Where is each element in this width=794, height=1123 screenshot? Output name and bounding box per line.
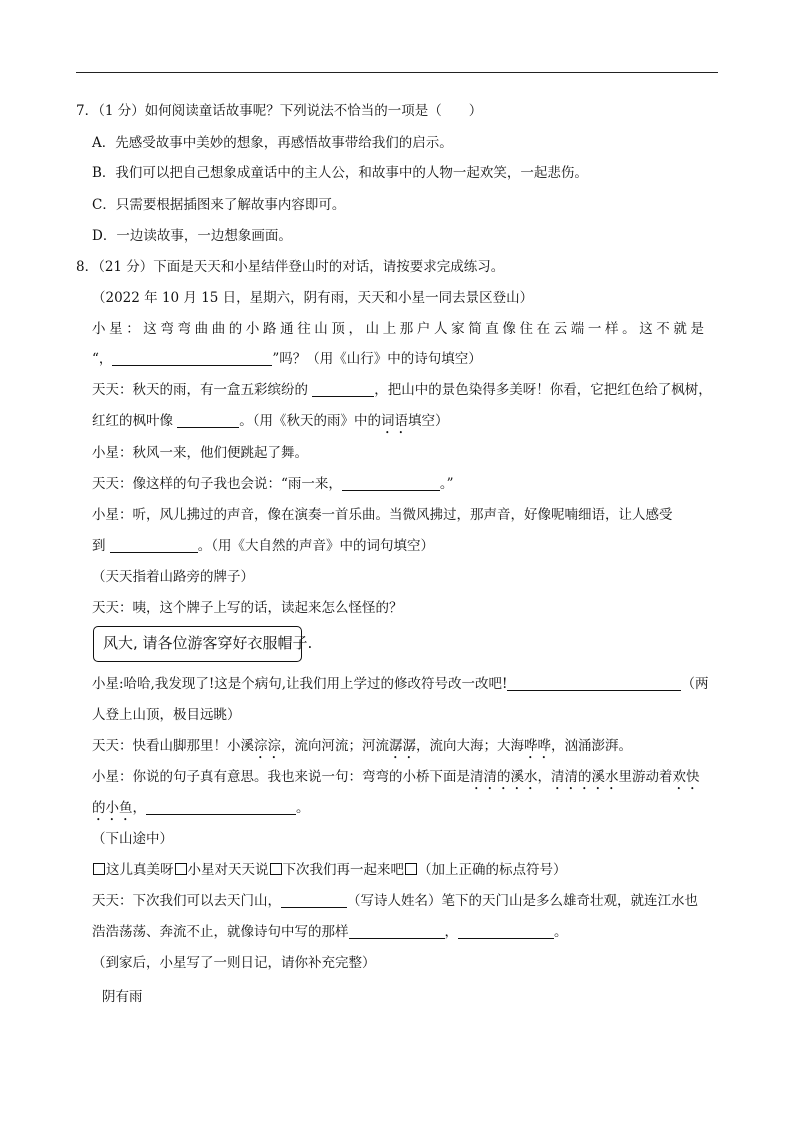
tiantian-line-3: 天天：咦，这个牌子上写的话，读起来怎么怪怪的？ (92, 600, 403, 616)
xiaoxing-text-4: 小星：你说的句子真有意思。我也来说一句：弯弯的小桥下面是 (92, 769, 470, 785)
period-2: 。 (554, 924, 568, 940)
emphasis-word-2: 潺潺 (389, 738, 416, 754)
tiantian-text-2: ，把山中的景色染得多美呀！你看，它把红色给了枫树， (374, 382, 712, 398)
answer-blank-verse-2[interactable] (458, 924, 554, 939)
q7-option-d: D．一边读故事，一边想象画面。 (92, 228, 292, 244)
punct-box-2[interactable] (175, 863, 187, 875)
punct-box-3[interactable] (270, 863, 282, 875)
q7-stem: 7．（1 分）如何阅读童话故事呢？下列说法不恰当的一项是（ ） (76, 103, 483, 119)
xiaoxing-text-2: 小星:哈哈,我发现了!这是个病句,让我们用上学过的修改符号改一改吧! (92, 676, 508, 692)
tiantian-line-5 (92, 892, 698, 910)
comma-3: ， (444, 924, 458, 940)
xiaoxing-line-5 (92, 768, 700, 793)
tiantian-text: 天天：秋天的雨，有一盒五彩缤纷的 (92, 382, 313, 398)
q8-context: （2022 年 10 月 15 日，星期六，阴有雨，天天和小星一同去景区登山） (92, 290, 534, 306)
punct-hint: （加上正确的标点符号） (418, 862, 567, 878)
tiantian-text-6: ，流向河流；河流 (281, 738, 389, 754)
xiaoxing-text-5: 里游动着 (618, 769, 673, 785)
xiaoxing-line-5b (92, 799, 310, 824)
emphasis-phrase-2: 清清的溪水 (551, 769, 619, 785)
answer-blank-colors[interactable] (312, 382, 374, 397)
xiaoxing-line-4b: 人登上山顶，极目远眺） (92, 707, 241, 723)
downhill-note: （下山途中） (92, 831, 173, 847)
quote-close-hint: ”吗？（用《山行》中的诗句填空） (272, 351, 482, 367)
answer-blank-verse-1[interactable] (349, 924, 445, 939)
xiaoxing-line-1b (92, 350, 482, 368)
punct-text-2: 小星对天天说 (187, 862, 269, 878)
q7-option-b: B．我们可以把自己想象成童话中的主人公，和故事中的人物一起欢笑，一起悲伤。 (92, 165, 588, 181)
emphasis-phrase-1: 清清的溪水 (470, 769, 538, 785)
punct-box-4[interactable] (405, 863, 417, 875)
q7-option-a: A．先感受故事中美妙的想象，再感悟故事带给我们的启示。 (92, 135, 453, 151)
tiantian-text-11: 浩浩荡荡、奔流不止，就像诗句中写的那样 (92, 924, 349, 940)
answer-blank-sound[interactable] (110, 538, 198, 553)
q7-option-c: C．只需要根据插图来了解故事内容即可。 (92, 197, 346, 213)
comma-2: ， (132, 800, 146, 816)
emphasis-word-1: 淙淙 (254, 738, 281, 754)
header-rule (76, 72, 718, 73)
tiantian-text-3: 红红的枫叶像 (92, 413, 178, 429)
answer-blank-poem[interactable] (112, 351, 272, 366)
answer-blank-correction[interactable] (507, 676, 681, 691)
sign-box: 风大, 请各位游客穿好衣服帽子. (93, 626, 302, 662)
tiantian-line-1b (92, 412, 449, 437)
tiantian-text-8: ，汹涌澎湃。 (551, 738, 632, 754)
emphasis-words: 词语 (381, 413, 409, 429)
tiantian-text-5: 天天：快看山脚那里！小溪 (92, 738, 254, 754)
xiaoxing-line-2: 小星：秋风一来，他们便跳起了舞。 (92, 445, 308, 461)
emphasis-word-4: 欢快 (672, 769, 700, 785)
answer-blank-rain[interactable] (342, 476, 440, 491)
punctuation-task (92, 861, 567, 879)
punct-text-1: 这儿真美呀 (106, 862, 174, 878)
xiaoxing-text: 到 (92, 538, 110, 554)
quote-open: “， (92, 351, 113, 367)
answer-blank-maple[interactable] (177, 413, 239, 428)
q8-stem: 8．（21 分）下面是天天和小星结伴登山时的对话，请按要求完成练习。 (76, 259, 505, 275)
tiantian-line-1 (92, 381, 712, 399)
tiantian-text-4: 天天：像这样的句子我也会说：“雨一来， (92, 476, 342, 492)
tiantian-text-7: ，流向大海；大海 (416, 738, 524, 754)
tiantian-line-4 (92, 737, 632, 762)
xiaoxing-line-3: 小星：听，风儿拂过的声音，像在演奏一首乐曲。当微风拂过，那声音，好像呢喃细语，让人感受 (92, 507, 673, 523)
quote-end: 。” (439, 476, 454, 492)
xiaoxing-hint: 。（用《大自然的声音》中的词句填空） (197, 538, 435, 554)
punct-box-1[interactable] (93, 863, 105, 875)
comma: ， (537, 769, 551, 785)
period: 。 (296, 800, 310, 816)
xiaoxing-line-4 (92, 675, 708, 693)
xiaoxing-line-1: 小星：这弯弯曲曲的小路通往山顶，山上那户人家简直像住在云端一样。这不就是 (92, 321, 708, 337)
punct-text-3: 下次我们再一起来吧 (282, 862, 404, 878)
emphasis-word-3: 哗哗 (524, 738, 551, 754)
tiantian-hint-end: 填空） (408, 413, 449, 429)
tiantian-text-9: 天天：下次我们可以去天门山， (92, 893, 281, 909)
diary-weather: 阴有雨 (102, 989, 143, 1005)
home-note: （到家后，小星写了一则日记，请你补充完整） (92, 955, 376, 971)
answer-blank-poet[interactable] (281, 893, 347, 908)
emphasis-word-5: 的小鱼 (92, 800, 133, 816)
tiantian-text-10: （写诗人姓名）笔下的天门山是多么雄奇壮观，就连江水也 (347, 893, 698, 909)
tiantian-line-5b (92, 923, 568, 941)
tiantian-line-2 (92, 475, 454, 493)
tiantian-hint: 。（用《秋天的雨》中的 (239, 413, 382, 429)
answer-blank-imitate[interactable] (146, 800, 296, 815)
xiaoxing-text-3: （两 (681, 676, 709, 692)
sign-intro: （天天指着山路旁的牌子） (92, 569, 254, 585)
xiaoxing-line-3b (92, 537, 434, 555)
